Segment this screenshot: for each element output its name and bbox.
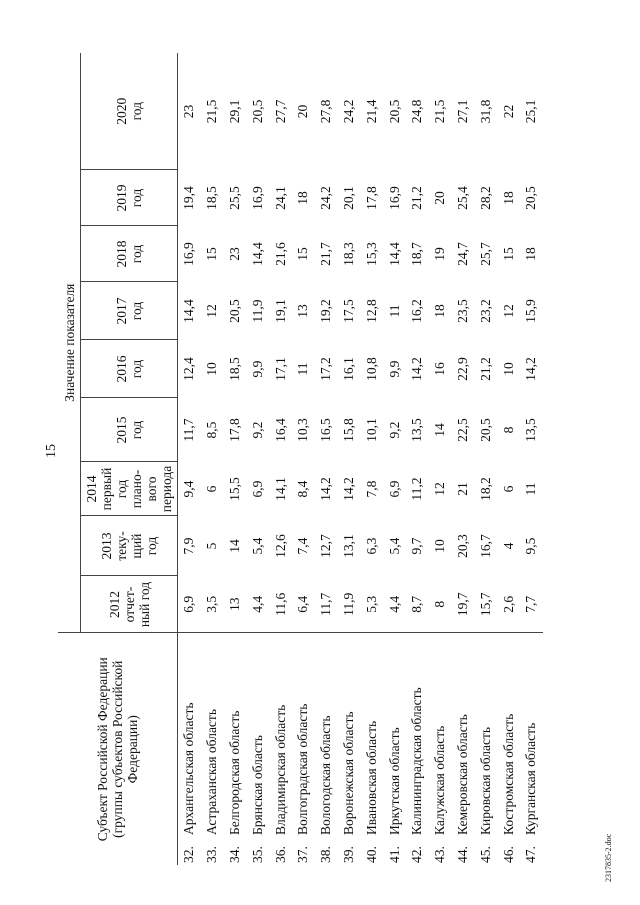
indicator-value: 12,6 — [272, 534, 288, 558]
row-number: 33. — [204, 846, 220, 863]
indicator-value: 8,4 — [295, 480, 311, 498]
indicator-value: 11,6 — [269, 576, 292, 633]
indicator-value: 24,2 — [340, 99, 356, 124]
year-header-line: год — [144, 536, 159, 556]
year-column-header — [81, 398, 178, 462]
region-name: Владимирская область — [272, 704, 288, 835]
indicator-value: 21,2 — [477, 357, 493, 381]
indicator-value: 23,5 — [454, 299, 470, 323]
indicator-value: 24,8 — [409, 99, 425, 124]
indicator-value: 15,9 — [523, 299, 539, 323]
indicator-value: 22 — [500, 104, 516, 119]
indicator-value: 12,7 — [318, 534, 334, 558]
indicator-value: 7,7 — [520, 576, 543, 633]
region-name: Вологодская область — [318, 715, 334, 835]
indicator-value: 20,1 — [340, 186, 356, 210]
indicator-value: 8,7 — [406, 576, 429, 633]
indicator-value: 24,1 — [272, 186, 288, 210]
table-row — [497, 53, 520, 865]
indicator-value: 23 — [181, 104, 197, 119]
indicator-value: 16,9 — [181, 242, 197, 266]
year-header-line: первый — [99, 467, 114, 511]
indicator-value: 21,5 — [204, 99, 220, 124]
indicator-value: 11,2 — [409, 477, 425, 501]
indicator-value: 14,2 — [340, 477, 356, 501]
indicator-value: 5,3 — [360, 576, 383, 633]
indicator-value: 8 — [500, 426, 516, 434]
rotated-table-container — [58, 53, 578, 865]
indicator-value: 28,2 — [477, 186, 493, 210]
table-row — [224, 53, 247, 865]
indicator-value: 12 — [204, 304, 220, 318]
row-number: 42. — [409, 846, 425, 863]
year-column-header — [81, 282, 178, 340]
indicator-value: 7,9 — [181, 537, 197, 555]
year-header-line: теку- — [114, 531, 129, 561]
region-name: Астраханская область — [204, 709, 220, 835]
indicator-value: 13 — [224, 576, 247, 633]
indicator-value: 14 — [432, 423, 448, 437]
year-header-line: 2014 — [84, 475, 99, 503]
indicator-value: 7,4 — [295, 537, 311, 555]
indicator-value: 27,1 — [454, 99, 470, 124]
indicator-value: 4,4 — [383, 576, 406, 633]
indicator-value: 9,5 — [523, 537, 539, 555]
group-header: Значение показателя — [58, 53, 81, 633]
indicator-value: 14,2 — [523, 357, 539, 381]
indicator-value: 20,3 — [454, 534, 470, 558]
indicator-value: 17,5 — [340, 299, 356, 323]
year-column-header — [81, 226, 178, 282]
indicator-value: 24,2 — [318, 186, 334, 210]
year-header-line: год — [114, 479, 129, 499]
row-number: 38. — [318, 846, 334, 863]
indicator-value: 11 — [295, 362, 311, 376]
region-name: Белгородская область — [226, 710, 242, 835]
indicator-value: 19,4 — [181, 186, 197, 210]
indicator-value: 9,9 — [249, 360, 265, 378]
year-header-line: 2020 — [114, 97, 129, 125]
table-row — [452, 53, 475, 865]
indicator-value: 11,9 — [249, 299, 265, 323]
indicator-value: 3,5 — [201, 576, 224, 633]
indicator-value: 14,4 — [181, 299, 197, 323]
indicator-value: 29,1 — [226, 99, 242, 124]
indicator-value: 27,7 — [272, 99, 288, 124]
indicator-value: 18,3 — [340, 242, 356, 266]
indicator-value: 25,4 — [454, 186, 470, 210]
indicator-value: 16,5 — [318, 418, 334, 442]
indicator-value: 15,3 — [363, 242, 379, 266]
indicator-value: 9,2 — [386, 421, 402, 439]
table-row — [383, 53, 406, 865]
indicator-value: 16,2 — [409, 299, 425, 323]
indicator-value: 22,9 — [454, 357, 470, 381]
region-name: Кемеровская область — [454, 714, 470, 835]
indicator-value: 6,4 — [292, 576, 315, 633]
indicator-value: 5,4 — [249, 537, 265, 555]
year-header-line: 2016 — [114, 355, 129, 383]
year-header-line: 2019 — [114, 184, 129, 212]
indicator-value: 13,5 — [523, 418, 539, 442]
table-row — [246, 53, 269, 865]
indicator-value: 21,2 — [409, 186, 425, 210]
indicator-value: 18 — [295, 191, 311, 205]
indicator-value: 6,9 — [249, 480, 265, 498]
year-header-line: вого — [144, 476, 159, 502]
year-column-header — [81, 462, 178, 516]
indicator-value: 25,1 — [523, 99, 539, 124]
indicator-value: 25,5 — [226, 186, 242, 210]
indicator-value: 10,8 — [363, 357, 379, 381]
table-row — [520, 53, 543, 865]
indicator-value: 20,5 — [386, 99, 402, 124]
indicator-value: 24,7 — [454, 242, 470, 266]
region-name: Воронежская область — [340, 711, 356, 835]
row-number: 35. — [249, 846, 265, 863]
indicator-value: 20,5 — [477, 418, 493, 442]
indicator-value: 18,2 — [477, 477, 493, 501]
indicator-value: 9,4 — [181, 480, 197, 498]
indicator-value: 12 — [500, 304, 516, 318]
table-row — [178, 53, 201, 865]
indicator-value: 10 — [204, 362, 220, 376]
indicator-value: 10,1 — [363, 418, 379, 442]
indicator-value: 14,1 — [272, 477, 288, 501]
indicator-value: 20,5 — [226, 299, 242, 323]
region-name: Архангельская область — [181, 702, 197, 835]
indicator-value: 31,8 — [477, 99, 493, 124]
indicator-value: 5,4 — [386, 537, 402, 555]
indicator-value: 21,4 — [363, 99, 379, 124]
indicator-value: 11,9 — [338, 576, 361, 633]
indicator-value: 14,2 — [409, 357, 425, 381]
indicator-value: 8,5 — [204, 421, 220, 439]
indicator-value: 17,8 — [363, 186, 379, 210]
indicator-value: 9,7 — [409, 537, 425, 555]
year-header-line: ный год — [136, 581, 152, 628]
row-number: 39. — [340, 846, 356, 863]
indicator-value: 16,9 — [386, 186, 402, 210]
indicator-value: 16,4 — [272, 418, 288, 442]
table-row — [360, 53, 383, 865]
indicator-value: 20 — [295, 104, 311, 119]
indicator-value: 15 — [500, 247, 516, 261]
indicator-value: 18,5 — [226, 357, 242, 381]
indicator-value: 6 — [204, 485, 220, 493]
year-header-line: год — [129, 359, 144, 379]
indicator-value: 4 — [500, 542, 516, 550]
indicator-value: 14,2 — [318, 477, 334, 501]
indicator-value: 13,1 — [340, 534, 356, 558]
indicator-value: 18 — [432, 304, 448, 318]
indicator-value: 21,5 — [432, 99, 448, 124]
year-header-line: 2015 — [114, 416, 129, 444]
indicator-value: 25,7 — [477, 242, 493, 266]
indicator-value: 14,4 — [249, 242, 265, 266]
indicator-value: 18,7 — [409, 242, 425, 266]
year-header-line: год — [129, 244, 144, 264]
region-name: Калининградская область — [409, 687, 425, 835]
row-number: 44. — [454, 846, 470, 863]
row-number: 32. — [181, 846, 197, 863]
indicator-value: 21,7 — [318, 242, 334, 266]
indicator-value: 12 — [432, 482, 448, 496]
table-row — [429, 53, 452, 865]
table-row — [315, 53, 338, 865]
region-name: Калужская область — [432, 725, 448, 835]
row-number: 45. — [477, 846, 493, 863]
year-column-header — [81, 576, 178, 633]
year-header-line: год — [129, 420, 144, 440]
indicator-value: 15,5 — [226, 477, 242, 501]
table-row — [201, 53, 224, 865]
indicator-value: 19,7 — [452, 576, 475, 633]
indicator-value: 6 — [500, 485, 516, 493]
indicator-value: 11 — [386, 304, 402, 318]
table-row — [406, 53, 429, 865]
indicator-value: 15 — [295, 247, 311, 261]
year-header-line: 2017 — [114, 297, 129, 325]
year-column-header — [81, 516, 178, 576]
table-row — [292, 53, 315, 865]
indicator-value: 17,8 — [226, 418, 242, 442]
year-header-line: год — [129, 188, 144, 208]
indicator-value: 6,9 — [178, 576, 201, 633]
indicator-value: 18,5 — [204, 186, 220, 210]
table-row — [338, 53, 361, 865]
table-row — [269, 53, 292, 865]
indicator-value: 21,6 — [272, 242, 288, 266]
row-number: 41. — [386, 846, 402, 863]
row-number: 40. — [363, 846, 379, 863]
region-name: Ивановская область — [363, 720, 379, 835]
year-header-line: плано- — [129, 469, 144, 509]
indicator-value: 19,2 — [318, 299, 334, 323]
subject-header: Субъект Российской Федерации (группы субъектов Российской Федерации) — [58, 633, 178, 865]
indicator-table — [58, 53, 543, 865]
region-name: Иркутская область — [386, 727, 402, 835]
row-number: 46. — [500, 846, 516, 863]
row-number: 43. — [432, 846, 448, 863]
indicator-value: 20,5 — [249, 99, 265, 124]
indicator-value: 27,8 — [318, 99, 334, 124]
indicator-value: 2,6 — [497, 576, 520, 633]
indicator-value: 10,3 — [295, 418, 311, 442]
region-name: Кировская область — [477, 726, 493, 835]
indicator-value: 13,5 — [409, 418, 425, 442]
year-header-line: щий — [129, 533, 144, 559]
indicator-value: 7,8 — [363, 480, 379, 498]
indicator-value: 14 — [226, 539, 242, 553]
year-header-line: год — [129, 301, 144, 321]
row-number: 34. — [226, 846, 242, 863]
indicator-value: 10 — [500, 362, 516, 376]
indicator-value: 10 — [432, 539, 448, 553]
indicator-value: 6,3 — [363, 537, 379, 555]
indicator-value: 4,4 — [246, 576, 269, 633]
year-header-line: отчет- — [121, 586, 137, 623]
year-header-line: 2018 — [114, 240, 129, 268]
indicator-value: 17,2 — [318, 357, 334, 381]
indicator-value: 12,4 — [181, 357, 197, 381]
table-row — [474, 53, 497, 865]
year-header-line: 2013 — [99, 532, 114, 560]
indicator-value: 18 — [500, 191, 516, 205]
indicator-value: 18 — [523, 247, 539, 261]
indicator-value: 11,7 — [315, 576, 338, 633]
year-header-line: периода — [159, 465, 174, 513]
indicator-value: 16,1 — [340, 357, 356, 381]
indicator-value: 16 — [432, 362, 448, 376]
indicator-value: 17,1 — [272, 357, 288, 381]
document-footer: 2317835-2.doc — [604, 833, 613, 882]
year-header-line: год — [129, 101, 144, 121]
indicator-value: 9,9 — [386, 360, 402, 378]
year-column-header — [81, 170, 178, 226]
indicator-value: 11,7 — [181, 418, 197, 442]
indicator-value: 21 — [454, 482, 470, 496]
region-name: Курганская область — [523, 722, 539, 835]
indicator-value: 6,9 — [386, 480, 402, 498]
row-number: 37. — [295, 846, 311, 863]
region-name: Волгоградская область — [295, 703, 311, 835]
indicator-value: 5 — [204, 542, 220, 550]
indicator-value: 12,8 — [363, 299, 379, 323]
row-number: 36. — [272, 846, 288, 863]
indicator-value: 20 — [432, 191, 448, 205]
indicator-value: 22,5 — [454, 418, 470, 442]
page-number: 15 — [44, 444, 59, 458]
indicator-value: 8 — [429, 576, 452, 633]
indicator-value: 19 — [432, 247, 448, 261]
indicator-value: 16,7 — [477, 534, 493, 558]
indicator-value: 15 — [204, 247, 220, 261]
year-column-header — [81, 53, 178, 170]
region-name: Брянская область — [249, 735, 265, 835]
year-column-header — [81, 340, 178, 398]
indicator-value: 16,9 — [249, 186, 265, 210]
indicator-value: 15,8 — [340, 418, 356, 442]
indicator-value: 9,2 — [249, 421, 265, 439]
indicator-value: 20,5 — [523, 186, 539, 210]
row-number: 47. — [523, 846, 539, 863]
indicator-value: 14,4 — [386, 242, 402, 266]
indicator-value: 13 — [295, 304, 311, 318]
table-body — [178, 53, 543, 865]
indicator-value: 19,1 — [272, 299, 288, 323]
year-header-line: 2012 — [106, 591, 122, 618]
indicator-value: 15,7 — [474, 576, 497, 633]
region-name: Костромская область — [500, 713, 516, 835]
indicator-value: 23,2 — [477, 299, 493, 323]
indicator-value: 11 — [523, 482, 539, 496]
indicator-value: 23 — [226, 247, 242, 261]
